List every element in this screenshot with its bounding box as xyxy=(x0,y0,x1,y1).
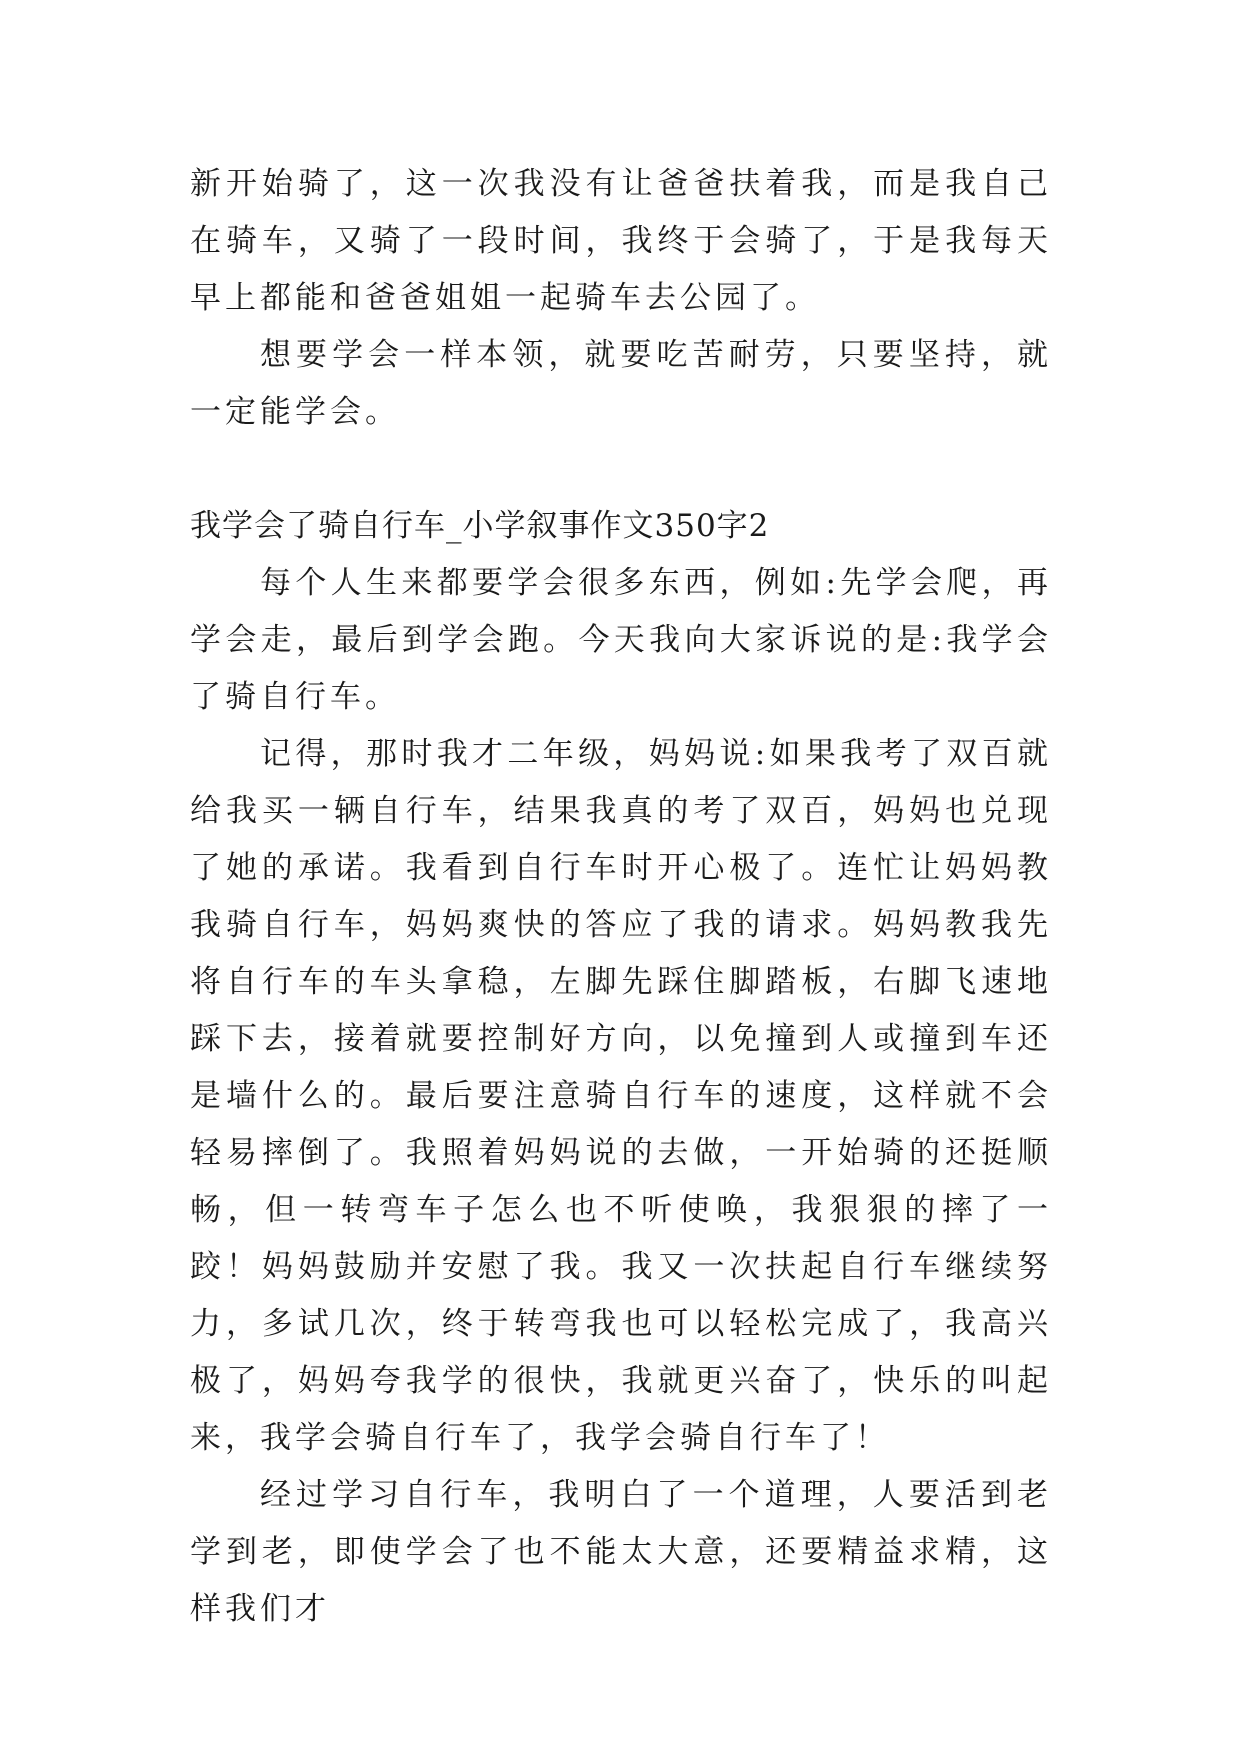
paragraph-conclusion: 想要学会一样本领，就要吃苦耐劳，只要坚持，就一定能学会。 xyxy=(190,337,1052,430)
paragraph-lesson: 经过学习自行车，我明白了一个道理，人要活到老学到老，即使学会了也不能太大意，还要精益求精，这样我们才 xyxy=(190,1477,1052,1627)
essay-heading: 我学会了骑自行车_小学叙事作文350字2 xyxy=(190,508,770,544)
document-body xyxy=(190,156,1052,1638)
paragraph-intro: 每个人生来都要学会很多东西，例如:先学会爬，再学会走，最后到学会跑。今天我向大家诉说的是:我学会了骑自行车。 xyxy=(190,565,1052,715)
paragraph-continuation: 新开始骑了，这一次我没有让爸爸扶着我，而是我自己在骑车，又骑了一段时间，我终于会骑了，于是我每天早上都能和爸爸姐姐一起骑车去公园了。 xyxy=(190,166,1052,316)
paragraph-story: 记得，那时我才二年级，妈妈说:如果我考了双百就给我买一辆自行车，结果我真的考了双百，妈妈也兑现了她的承诺。我看到自行车时开心极了。连忙让妈妈教我骑自行车，妈妈爽快的答应了我的请求。妈妈教我先将自行车的车头拿稳，左脚先踩住脚踏板，右脚飞速地踩下去，接着就要控制好方向，以免撞到人或撞到车还是墙什么的。最后要注意骑自行车的速度，这样就不会轻易摔倒了。我照着妈妈说的去做，一开始骑的还挺顺畅，但一转弯车子怎么也不听使唤，我狠狠的摔了一跤！妈妈鼓励并安慰了我。我又一次扶起自行车继续努力，多试几次，终于转弯我也可以轻松完成了，我高兴极了，妈妈夸我学的很快，我就更兴奋了，快乐的叫起来，我学会骑自行车了，我学会骑自行车了！ xyxy=(190,736,1052,1456)
